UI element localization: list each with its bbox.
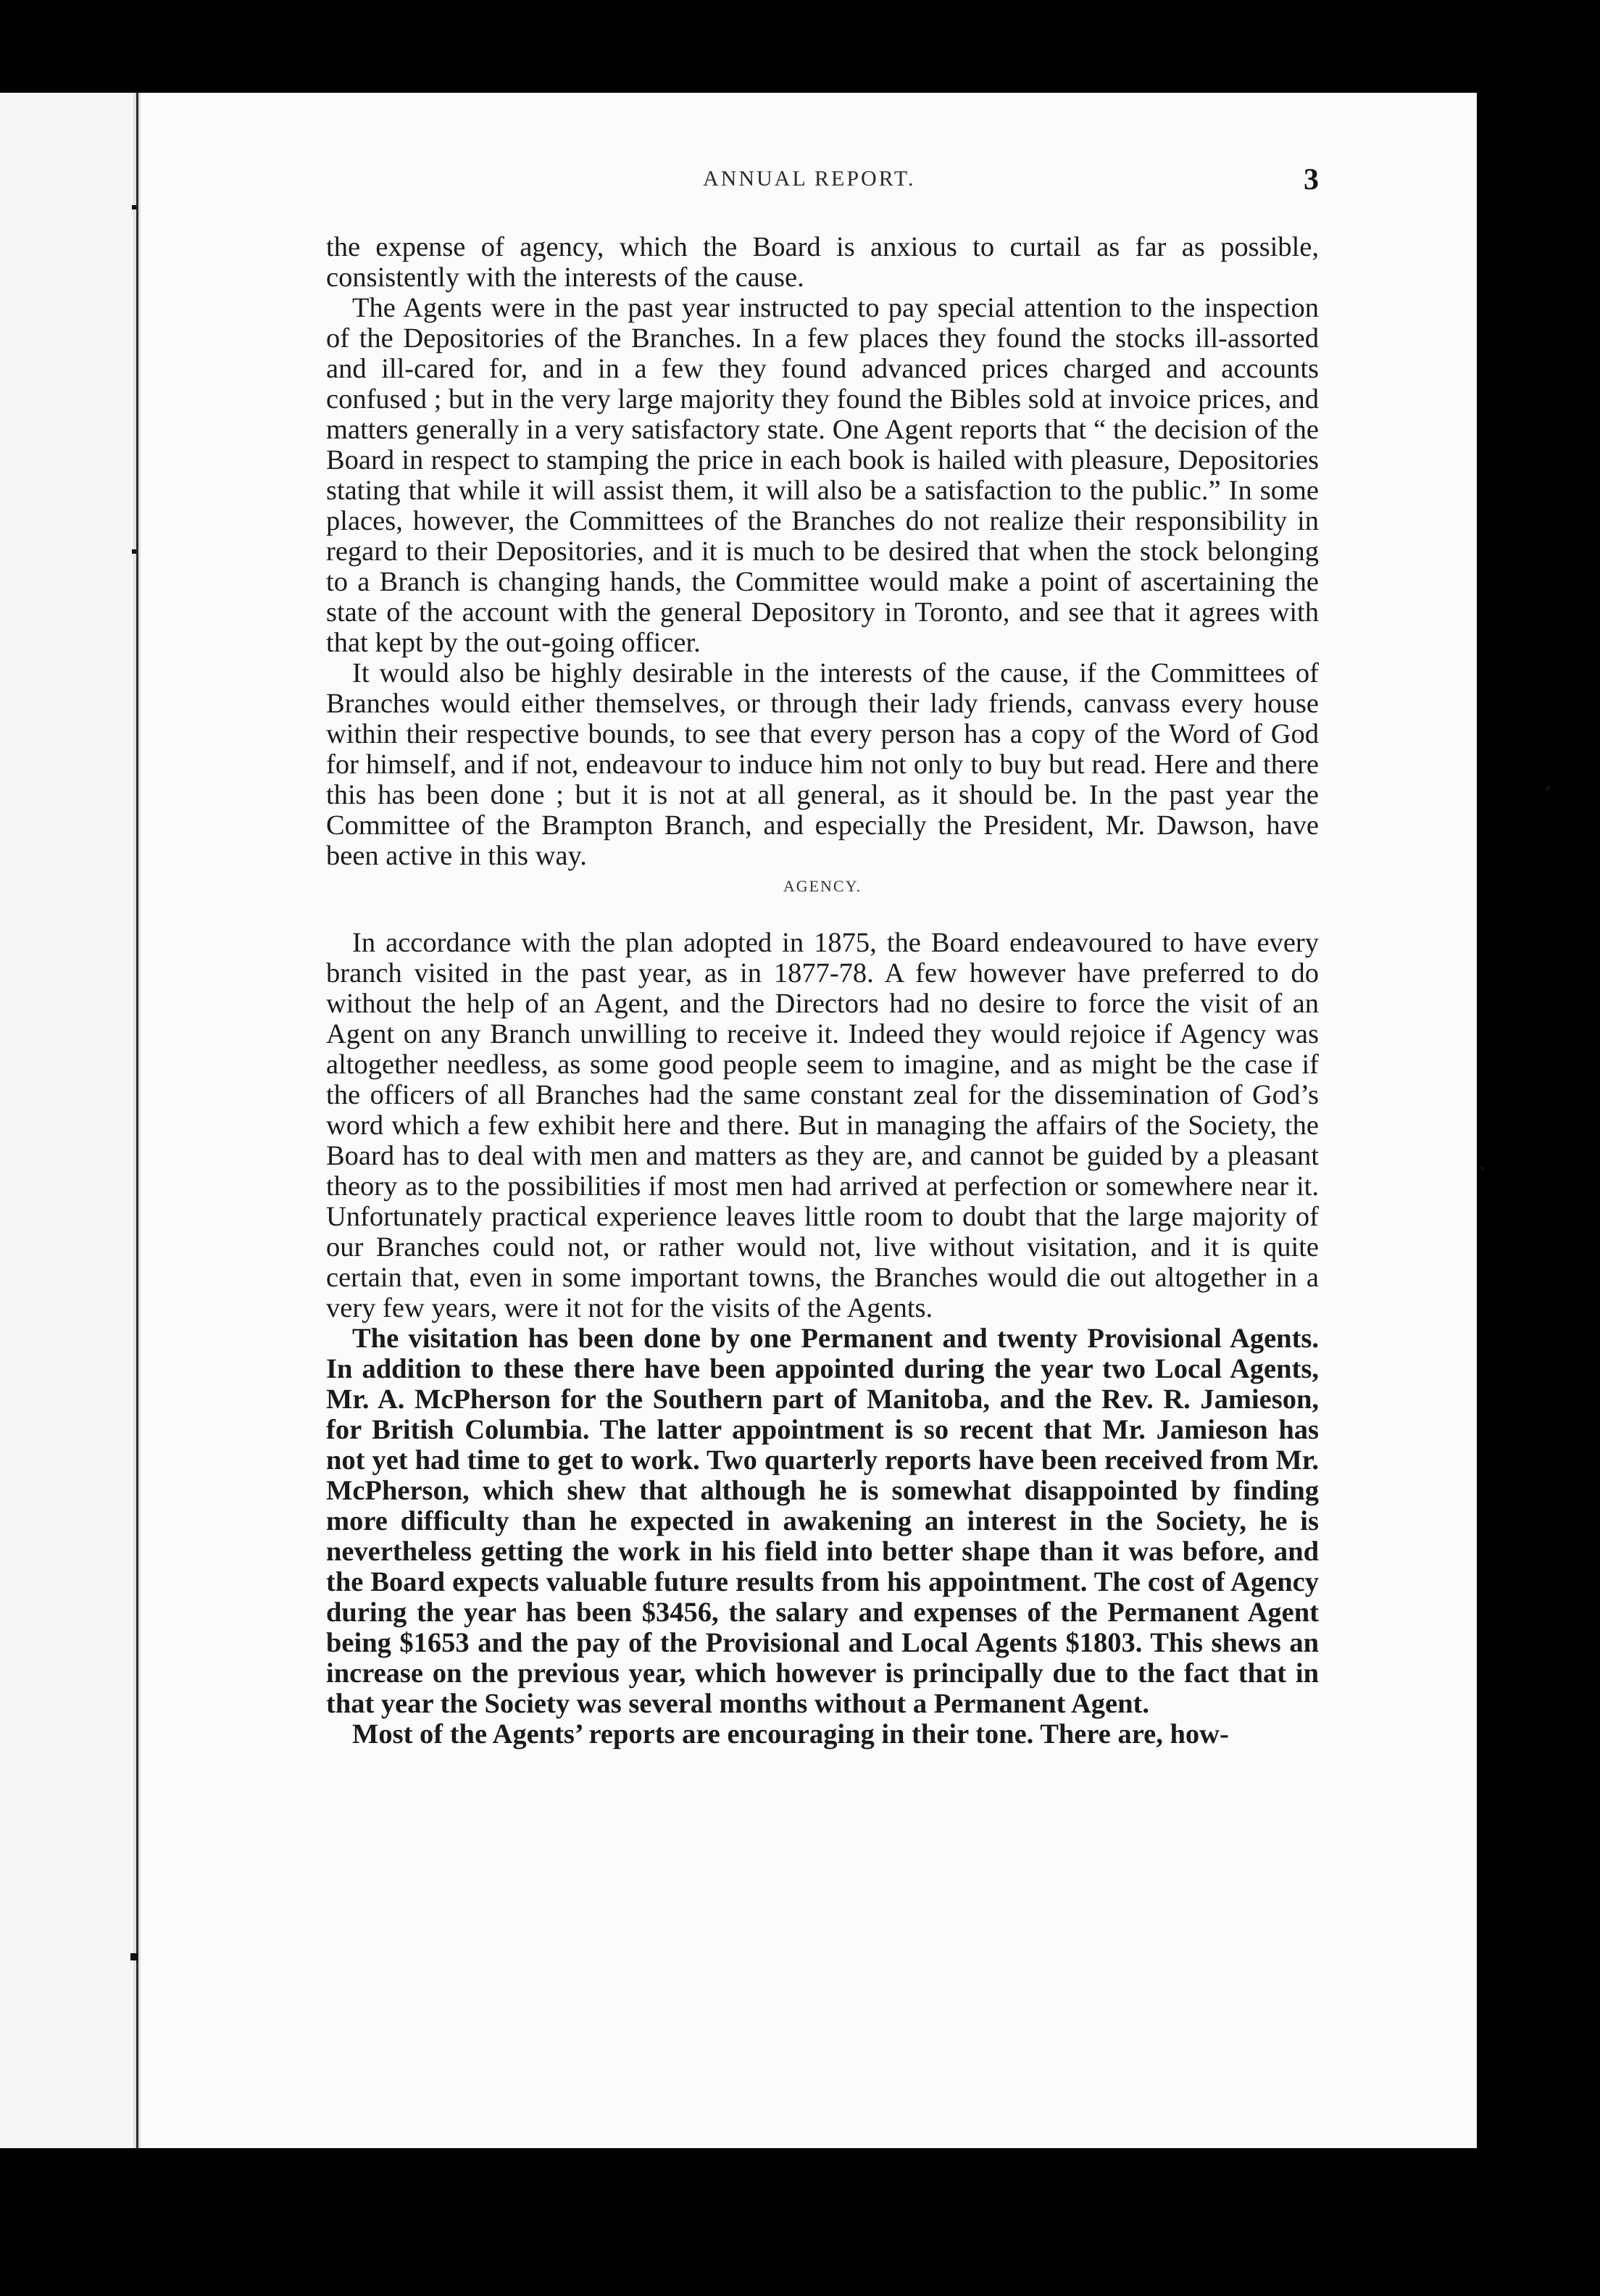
running-title: ANNUAL REPORT. (703, 167, 916, 191)
page-number: 3 (1304, 163, 1319, 196)
running-head (326, 163, 1319, 201)
spine-line (136, 93, 138, 2148)
paragraph-depositories: The Agents were in the past year instructed to pay special attention to the inspection of the Depositories of the Branches. In a few places they found the stocks ill-assorted and ill-cared for, and in a few they found advanced prices charged and accounts confused ; but in the very large majority they found the Bibles sold at invoice prices, and matters generally in a very satisfactory state. One Agent reports that “ the decision of the Board in respect to stamping the price in each book is hailed with pleasure, Depositories stating that while it will assist them, it will also be a satisfaction to the public.” In some places, however, the Committees of the Branches do not realize their responsibility in regard to their Depositories, and it is much to be desired that when the stock belonging to a Branch is changing hands, the Committee would make a point of ascertaining the state of the account with the general Depository in Toronto, and see that it agrees with that kept by the out-going officer. (326, 293, 1319, 658)
scan-speck (1481, 1167, 1484, 1170)
scan-speck (132, 205, 136, 209)
paragraph-agency-plan: In accordance with the plan adopted in 1875, the Board endeavoured to have every branch visited in the past year, as in 1877-78. A few however have preferred to do without the help of an Agent, and the Directors had no desire to force the visit of an Agent on any Branch unwilling to receive it. Indeed they would rejoice if Agency was altogether needless, as some good people seem to imagine, and as might be the case if the officers of all Branches had the same constant zeal for the dissemination of God’s word which a few exhibit here and there. But in managing the affairs of the Society, the Board has to deal with men and matters as they are, and cannot be guided by a pleasant theory as to the possibilities if most men had arrived at perfection or somewhere near it. Unfortunately practical experience leaves little room to doubt that the large majority of our Branches could not, or rather would not, live without visitation, and it is quite certain that, even in some important towns, the Branches would die out altogether in a very few years, were it not for the visits of the Agents. (326, 928, 1319, 1323)
scan-speck (130, 1953, 138, 1960)
previous-page-edge (0, 93, 133, 2148)
paragraph-agents-reports: Most of the Agents’ reports are encouraging in their tone. There are, how- (352, 1719, 1229, 1750)
paragraph-continued: the expense of agency, which the Board is anxious to curtail as far as possible, consistently with the interests of the cause. (326, 232, 1319, 293)
paragraph-visitation: The visitation has been done by one Permanent and twenty Provisional Agents. In addition to these there have been appointed during the year two Local Agents, Mr. A. McPherson for the Southern part of Manitoba, and the Rev. R. Jamieson, for British Columbia. The latter appointment is so recent that Mr. Jamieson has not yet had time to get to work. Two quarterly reports have been received from Mr. McPherson, which shew that although he is somewhat disappointed by finding more difficulty than he expected in awakening an interest in the Society, he is nevertheless getting the work in his field into better shape than it was before, and the Board expects valuable future results from his appointment. The cost of Agency during the year has been $3456, the salary and expenses of the Permanent Agent being $1653 and the pay of the Provisional and Local Agents $1803. This shews an increase on the previous year, which however is principally due to the fact that in that year the Society was several months without a Permanent Agent. (326, 1323, 1319, 1719)
section-heading-agency: AGENCY. (783, 877, 862, 895)
scan-speck (132, 549, 136, 554)
paragraph-canvass: It would also be highly desirable in the interests of the cause, if the Committees of Branches would either themselves, or through their lady friends, canvass every house within their respective bounds, to see that every person has a copy of the Word of God for himself, and if not, endeavour to induce him not only to buy but read. Here and there this has been done ; but it is not at all general, as it should be. In the past year the Committee of the Brampton Branch, and especially the President, Mr. Dawson, have been active in this way. (326, 658, 1319, 871)
body-text (326, 232, 1319, 1750)
